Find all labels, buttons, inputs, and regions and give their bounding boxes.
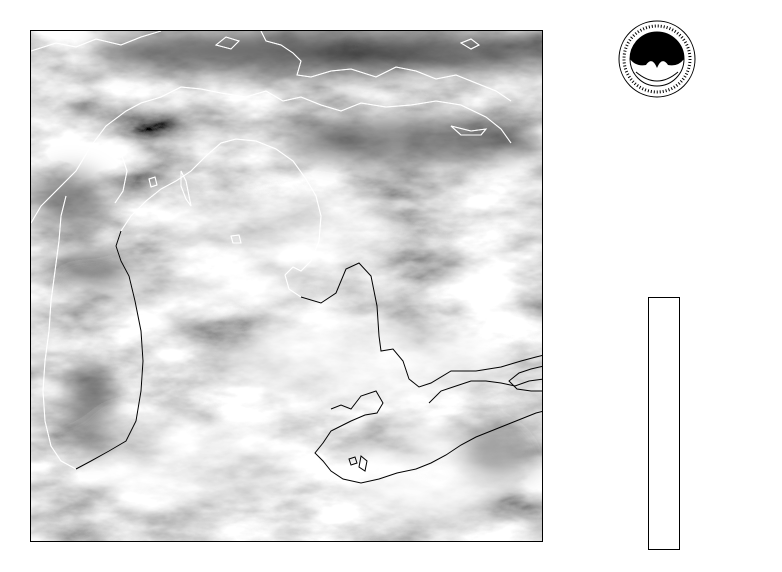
noaa-logo: [618, 20, 696, 98]
satellite-svg: [31, 31, 543, 542]
satellite-image[interactable]: [30, 30, 543, 542]
color-scale-bar: [648, 297, 680, 550]
